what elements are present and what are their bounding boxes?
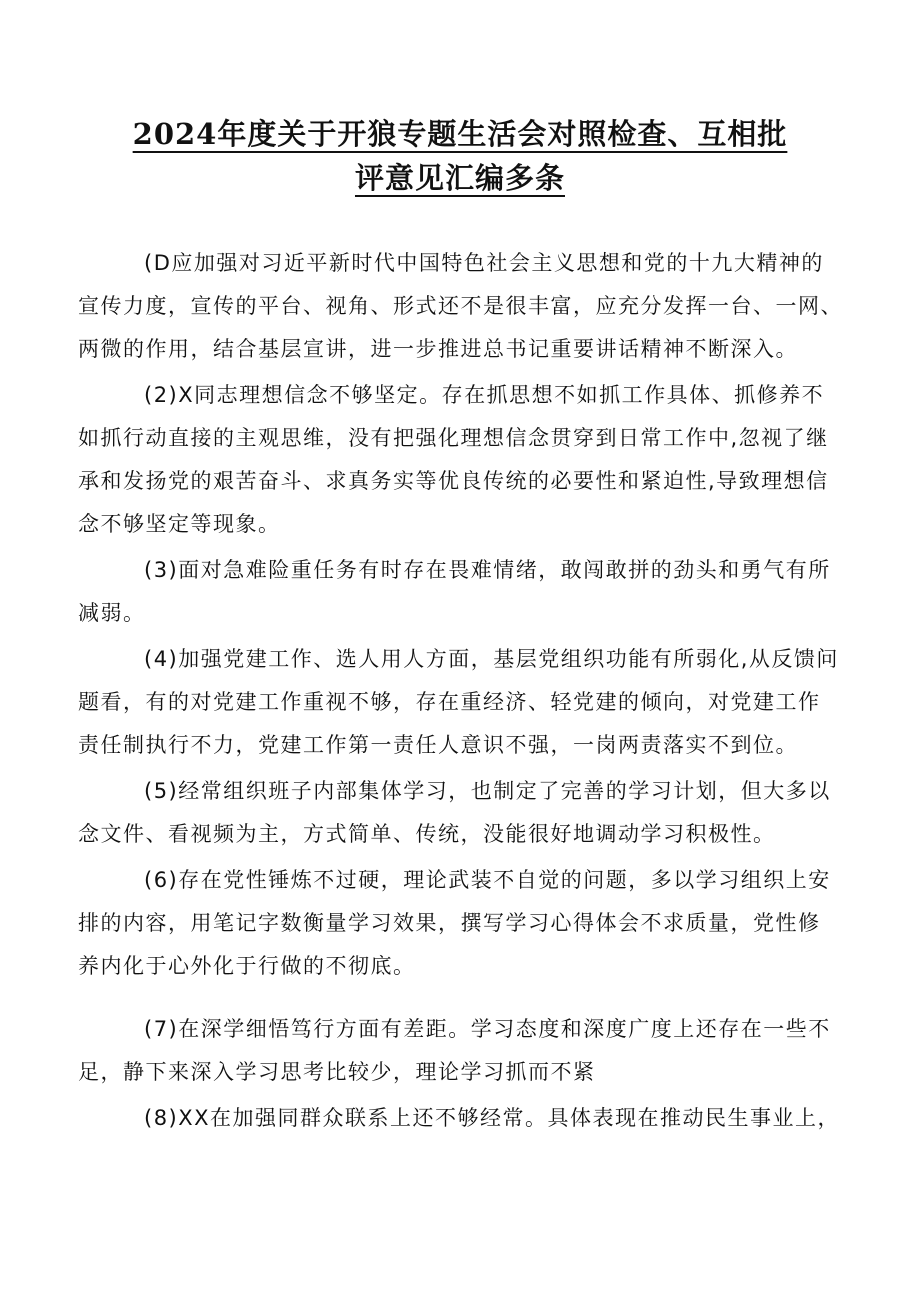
paragraph-line: (D应加强对习近平新时代中国特色社会主义思想和党的十九大精神的 xyxy=(144,251,824,275)
paragraph-line: 念文件、看视频为主，方式简单、传统，没能很好地调动学习积极性。 xyxy=(78,822,776,846)
paragraph-line: 题看，有的对党建工作重视不够，存在重经济、轻党建的倾向，对党建工作 xyxy=(78,690,821,714)
document-title-line-2: 评意见汇编多条 xyxy=(354,161,565,195)
paragraph-line: 责任制执行不力，党建工作第一责任人意识不强，一岗两责落实不到位。 xyxy=(78,733,798,757)
paragraph-line: 宣传力度，宣传的平台、视角、形式还不是很丰富，应充分发挥一台、一网、 xyxy=(78,294,843,318)
paragraph-line: (8)XX在加强同群众联系上还不够经常。具体表现在推动民生事业上， xyxy=(144,1106,841,1130)
paragraph-line: 念不够坚定等现象。 xyxy=(78,512,281,536)
paragraph-line: 如抓行动直接的主观思维，没有把强化理想信念贯穿到日常工作中,忽视了继 xyxy=(78,426,829,450)
paragraph-line: 养内化于心外化于行做的不彻底。 xyxy=(78,954,416,978)
paragraph-line: (6)存在党性锤炼不过硬，理论武装不自觉的问题，多以学习组织上安 xyxy=(144,868,831,892)
paragraph-line: (4)加强党建工作、选人用人方面，基层党组织功能有所弱化,从反馈问 xyxy=(144,647,839,671)
paragraph-line: (5)经常组织班子内部集体学习，也制定了完善的学习计划，但大多以 xyxy=(144,779,831,803)
paragraph-line: (7)在深学细悟笃行方面有差距。学习态度和深度广度上还存在一些不 xyxy=(144,1017,831,1041)
paragraph-line: 承和发扬党的艰苦奋斗、求真务实等优良传统的必要性和紧迫性,导致理想信 xyxy=(78,469,829,493)
paragraph-line: 排的内容，用笔记字数衡量学习效果，撰写学习心得体会不求质量，党性修 xyxy=(78,911,821,935)
document-title-line-1: 2024年度关于开狼专题生活会对照检查、互相批 xyxy=(132,117,788,151)
paragraph-line: (2)X同志理想信念不够坚定。存在抓思想不如抓工作具体、抓修养不 xyxy=(144,383,825,407)
paragraph-line: 减弱。 xyxy=(78,601,146,625)
paragraph-line: 两微的作用，结合基层宣讲，进一步推进总书记重要讲话精神不断深入。 xyxy=(78,337,798,361)
paragraph-line: 足，静下来深入学习思考比较少，理论学习抓而不紧 xyxy=(78,1060,596,1084)
paragraph-line: (3)面对急难险重任务有时存在畏难情绪，敢闯敢拼的劲头和勇气有所 xyxy=(144,558,831,582)
